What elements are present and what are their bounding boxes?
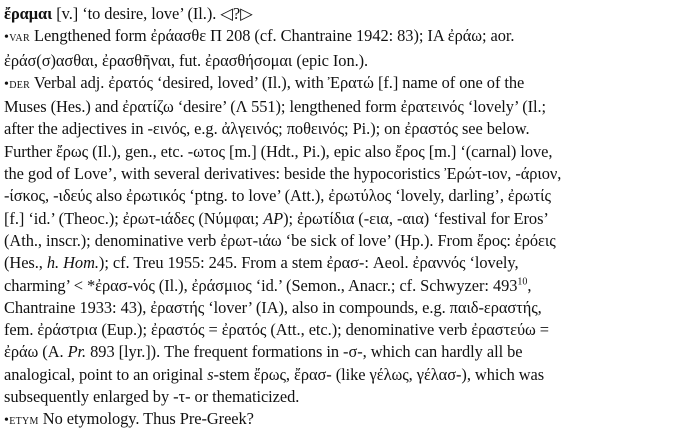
der-line-13-b: 893 [lyr.]). The frequent formations in -σ-, which can hardly all be — [86, 342, 523, 362]
etym-line — [4, 408, 671, 432]
der-line-14 — [4, 364, 671, 386]
der-line-5: the god of Love’, with several derivatives: beside the hypocoristics Ἐρώτ-ιον, -άριον, — [4, 164, 562, 184]
der-line-11: Chantraine 1933: 43), ἐραστής ‘lover’ (IA), also in compounds, e.g. παιδ-εραστής, — [4, 297, 542, 317]
der-line-10-a: charming’ < *ἐρασ-νός (Il.), ἐράσμιος ‘id.’ (Semon., Anacr.; cf. Schwyzer: 493 — [4, 275, 518, 295]
der-line-4: Further ἔρως (Il.), gen., etc. -ωτος [m.] (Hdt., Pi.), epic also ἔρος [m.] ‘(carnal) love, — [4, 141, 553, 161]
der-line-2: Muses (Hes.) and ἐρατίζω ‘desire’ (Λ 551); lengthened form ἐρατεινός ‘lovely’ (Il.; — [4, 97, 547, 117]
der-label: •der — [4, 76, 31, 92]
etym-label: •etym — [4, 413, 39, 429]
der-line-9-a: (Hes., — [4, 253, 47, 273]
ap-abbrev: AP — [263, 208, 284, 228]
var-label: •var — [4, 30, 30, 46]
hhom-abbrev: h. Hom. — [46, 253, 99, 273]
entry-header-line — [4, 3, 671, 25]
der-line-3: after the adjectives in -εινός, e.g. ἀλγεινός; ποθεινός; Pi.); on ἐραστός see below. — [4, 119, 530, 139]
var-line-2: ἐράσ(σ)ασθαι, ἐρασθῆναι, fut. ἐρασθήσομαι (epic Ion.). — [4, 50, 369, 70]
der-line-8: (Ath., inscr.); denominative verb ἐρωτ-ιάω ‘be sick of love’ (Hp.). From ἔρος: ἐρόεις — [4, 230, 556, 250]
dictionary-entry — [4, 3, 671, 433]
der-line-7 — [4, 208, 671, 230]
s-stem-letter: s — [207, 364, 214, 384]
pr-abbrev: Pr. — [67, 342, 87, 362]
var-text-1: Lengthened form ἐράασθε Π 208 (cf. Chantraine 1942: 83); IA ἐράω; aor. — [29, 26, 515, 46]
etym-text: No etymology. Thus Pre-Greek? — [38, 409, 254, 429]
der-text-1: Verbal adj. ἐρατός ‘desired, loved’ (Il.), with Ἐρατώ [f.] name of one of the — [30, 72, 525, 92]
der-line-13-a: ἐράω (A. — [4, 342, 68, 362]
der-line-1 — [4, 72, 671, 96]
der-line-14-b: -stem ἔρως, ἔρασ- (like γέλως, γέλασ-), which was — [213, 364, 545, 384]
headword: ἔραμαι — [4, 4, 53, 23]
header-definition: [v.] ‘to desire, love’ (Il.). ◁?▷ — [52, 4, 253, 23]
der-line-13 — [4, 341, 671, 363]
der-line-9-b: ); cf. Treu 1955: 245. From a stem ἐρασ-: Aeol. ἐραννός ‘lovely, — [98, 253, 519, 273]
der-line-6: -ίσκος, -ιδεύς also ἐρωτικός ‘ptng. to love’ (Att.), ἐρωτύλος ‘lovely, darling’, ἐρωτίς — [4, 186, 551, 206]
der-line-10 — [4, 275, 671, 297]
der-line-15: subsequently enlarged by -τ- or thematicized. — [4, 387, 300, 407]
der-line-14-a: analogical, point to an original — [4, 364, 208, 384]
der-line-10-b: , — [527, 275, 532, 295]
der-line-7-a: [f.] ‘id.’ (Theoc.); ἐρωτ-ιάδες (Νύμφαι; — [4, 208, 264, 228]
der-line-7-b: ); ἐρωτίδια (-εια, -αια) ‘festival for Eros’ — [283, 208, 549, 228]
var-line-1 — [4, 25, 671, 49]
der-line-12: fem. ἐράστρια (Eup.); ἐραστός = ἐρατός (Att., etc.); denominative verb ἐραστεύω = — [4, 320, 549, 340]
der-line-9 — [4, 252, 671, 274]
footnote-superscript: 10 — [517, 276, 528, 288]
